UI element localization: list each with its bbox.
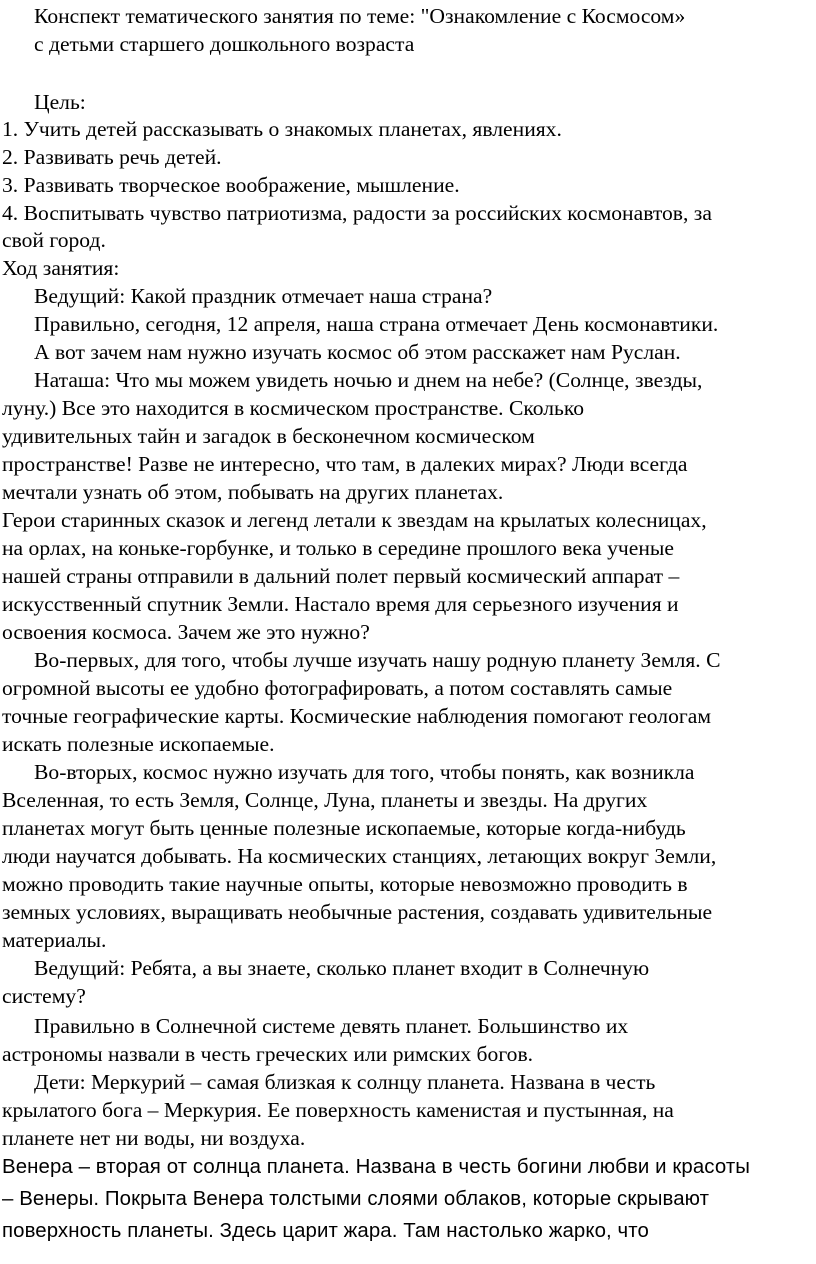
document-title-line-2: с детьми старшего дошкольного возраста bbox=[34, 32, 415, 56]
goal-item-3: 3. Развивать творческое воображение, мышление. bbox=[2, 173, 460, 197]
body-line: искать полезные ископаемые. bbox=[2, 732, 275, 756]
body-line: астрономы назвали в честь греческих или римских богов. bbox=[2, 1042, 534, 1066]
body-line: точные географические карты. Космические наблюдения помогают геологам bbox=[2, 704, 711, 728]
sans-body-line: Венера – вторая от солнца планета. Названа в честь богини любви и красоты bbox=[2, 1156, 751, 1178]
body-line: мечтали узнать об этом, побывать на других планетах. bbox=[2, 480, 504, 504]
goal-item-1: 1. Учить детей рассказывать о знакомых планетах, явлениях. bbox=[2, 117, 562, 141]
body-line: планете нет ни воды, ни воздуха. bbox=[2, 1126, 306, 1150]
sans-body-line: – Венеры. Покрыта Венера толстыми слоями облаков, которые скрывают bbox=[2, 1188, 710, 1210]
body-line: материалы. bbox=[2, 928, 107, 952]
body-line: систему? bbox=[2, 984, 86, 1008]
body-line: Во-вторых, космос нужно изучать для того, чтобы понять, как возникла bbox=[34, 760, 695, 784]
body-line: А вот зачем нам нужно изучать космос об этом расскажет нам Руслан. bbox=[34, 340, 681, 364]
body-line: Дети: Меркурий – самая близкая к солнцу планета. Названа в честь bbox=[34, 1070, 656, 1094]
body-line: нашей страны отправили в дальний полет первый космический аппарат – bbox=[2, 564, 680, 588]
body-line: пространстве! Разве не интересно, что там, в далеких мирах? Люди всегда bbox=[2, 452, 688, 476]
body-line: Во-первых, для того, чтобы лучше изучать нашу родную планету Земля. С bbox=[34, 648, 721, 672]
body-line: луну.) Все это находится в космическом пространстве. Сколько bbox=[2, 396, 585, 420]
body-line: земных условиях, выращивать необычные растения, создавать удивительные bbox=[2, 900, 713, 924]
body-line: Правильно в Солнечной системе девять планет. Большинство их bbox=[34, 1014, 629, 1038]
body-line: освоения космоса. Зачем же это нужно? bbox=[2, 620, 370, 644]
goal-item-4: 4. Воспитывать чувство патриотизма, радости за российских космонавтов, за bbox=[2, 201, 712, 225]
goal-item-2: 2. Развивать речь детей. bbox=[2, 145, 222, 169]
body-line: Наташа: Что мы можем увидеть ночью и днем на небе? (Солнце, звезды, bbox=[34, 368, 703, 392]
body-line: люди научатся добывать. На космических станциях, летающих вокруг Земли, bbox=[2, 844, 717, 868]
body-line: можно проводить такие научные опыты, которые невозможно проводить в bbox=[2, 872, 688, 896]
body-line: планетах могут быть ценные полезные ископаемые, которые когда-нибудь bbox=[2, 816, 686, 840]
body-line: Вселенная, то есть Земля, Солнце, Луна, планеты и звезды. На других bbox=[2, 788, 648, 812]
body-line: Ведущий: Ребята, а вы знаете, сколько планет входит в Солнечную bbox=[34, 956, 650, 980]
body-line: Герои старинных сказок и легенд летали к звездам на крылатых колесницах, bbox=[2, 508, 707, 532]
body-line: Ведущий: Какой праздник отмечает наша страна? bbox=[34, 284, 493, 308]
body-line: крылатого бога – Меркурия. Ее поверхность каменистая и пустынная, на bbox=[2, 1098, 674, 1122]
goal-item-4-continued: свой город. bbox=[2, 228, 106, 252]
body-line: искусственный спутник Земли. Настало время для серьезного изучения и bbox=[2, 592, 679, 616]
body-line: на орлах, на коньке-горбунке, и только в середине прошлого века ученые bbox=[2, 536, 675, 560]
course-heading: Ход занятия: bbox=[2, 256, 120, 280]
sans-body-line: поверхность планеты. Здесь царит жара. Там настолько жарко, что bbox=[2, 1220, 649, 1242]
body-line: Правильно, сегодня, 12 апреля, наша страна отмечает День космонавтики. bbox=[34, 312, 719, 336]
body-line: удивительных тайн и загадок в бесконечном космическом bbox=[2, 424, 535, 448]
goal-heading: Цель: bbox=[34, 90, 86, 114]
document-title-line-1: Конспект тематического занятия по теме: "Ознакомление с Космосом» bbox=[34, 4, 686, 28]
body-line: огромной высоты ее удобно фотографировать, а потом составлять самые bbox=[2, 676, 673, 700]
